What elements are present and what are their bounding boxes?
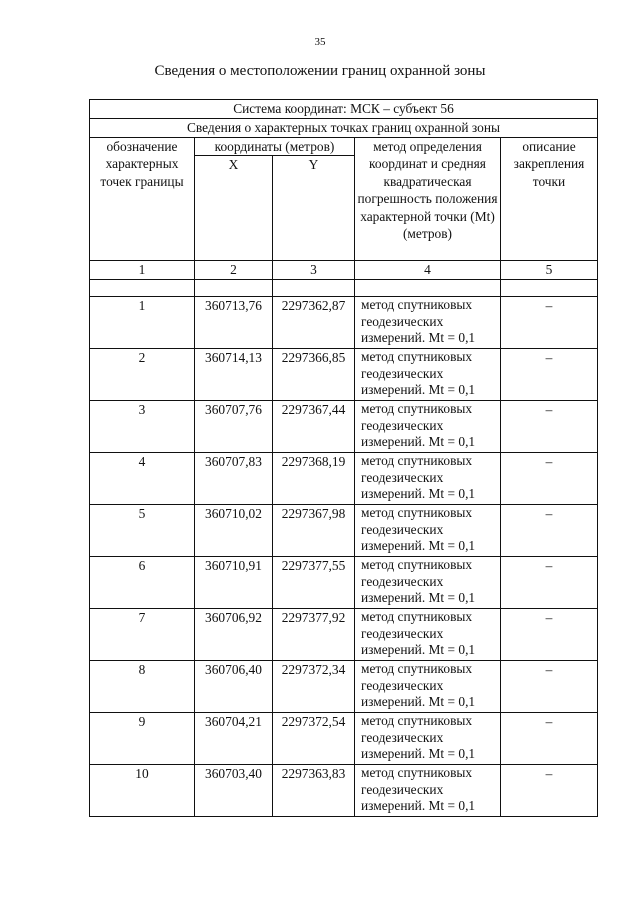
point-number-cell: 1 [90,296,195,348]
y-coordinate-cell: 2297362,87 [273,296,355,348]
point-number-cell: 5 [90,504,195,556]
column-number: 5 [501,261,598,279]
y-coordinate-cell: 2297377,55 [273,556,355,608]
point-number-cell: 8 [90,660,195,712]
description-cell: – [501,504,598,556]
method-cell: метод спутниковых геодезических измерений. Mt = 0,1 [355,712,501,764]
method-cell: метод спутниковых геодезических измерений. Mt = 0,1 [355,764,501,816]
y-coordinate-cell: 2297372,54 [273,712,355,764]
spacer-cell [355,279,501,296]
y-coordinate-cell: 2297377,92 [273,608,355,660]
x-coordinate-cell: 360714,13 [195,348,273,400]
header-x: X [195,156,273,261]
x-coordinate-cell: 360706,92 [195,608,273,660]
method-cell: метод спутниковых геодезических измерений. Mt = 0,1 [355,504,501,556]
column-number: 4 [355,261,501,279]
description-cell: – [501,764,598,816]
page-number: 35 [314,36,326,48]
method-cell: метод спутниковых геодезических измерений. Mt = 0,1 [355,556,501,608]
y-coordinate-cell: 2297367,44 [273,400,355,452]
spacer-cell [90,279,195,296]
y-coordinate-cell: 2297368,19 [273,452,355,504]
method-cell: метод спутниковых геодезических измерений. Mt = 0,1 [355,608,501,660]
description-cell: – [501,400,598,452]
table-row [90,660,598,712]
table-row [90,764,598,816]
points-table-caption: Сведения о характерных точках границ охранной зоны [90,119,598,138]
description-cell: – [501,556,598,608]
point-number-cell: 6 [90,556,195,608]
header-coordinates: координаты (метров) [195,138,355,156]
point-number-cell: 2 [90,348,195,400]
spacer-cell [501,279,598,296]
table-row [90,556,598,608]
x-coordinate-cell: 360703,40 [195,764,273,816]
header-y: Y [273,156,355,261]
table-row [90,348,598,400]
point-number-cell: 10 [90,764,195,816]
point-number-cell: 4 [90,452,195,504]
x-coordinate-cell: 360707,83 [195,452,273,504]
header-designation: обозначение характерных точек границы [90,138,195,261]
coordinate-system-caption: Система координат: МСК – субъект 56 [90,100,598,119]
table-row [90,400,598,452]
description-cell: – [501,348,598,400]
method-cell: метод спутниковых геодезических измерений. Mt = 0,1 [355,452,501,504]
spacer-cell [195,279,273,296]
description-cell: – [501,296,598,348]
table-row [90,504,598,556]
coordinates-table [89,99,598,817]
table-row [90,712,598,764]
x-coordinate-cell: 360706,40 [195,660,273,712]
header-description: описание закрепления точки [501,138,598,261]
column-number: 3 [273,261,355,279]
point-number-cell: 9 [90,712,195,764]
description-cell: – [501,608,598,660]
column-number: 2 [195,261,273,279]
y-coordinate-cell: 2297367,98 [273,504,355,556]
method-cell: метод спутниковых геодезических измерений. Mt = 0,1 [355,348,501,400]
table-row [90,452,598,504]
table-row [90,608,598,660]
header-method: метод определения координат и средняя квадратическая погрешность положения характерной точки (Mt) (метров) [355,138,501,261]
point-number-cell: 3 [90,400,195,452]
table-row [90,296,598,348]
x-coordinate-cell: 360710,02 [195,504,273,556]
method-cell: метод спутниковых геодезических измерений. Mt = 0,1 [355,296,501,348]
point-number-cell: 7 [90,608,195,660]
column-number: 1 [90,261,195,279]
description-cell: – [501,660,598,712]
method-cell: метод спутниковых геодезических измерений. Mt = 0,1 [355,400,501,452]
y-coordinate-cell: 2297363,83 [273,764,355,816]
x-coordinate-cell: 360704,21 [195,712,273,764]
x-coordinate-cell: 360707,76 [195,400,273,452]
x-coordinate-cell: 360713,76 [195,296,273,348]
description-cell: – [501,712,598,764]
method-cell: метод спутниковых геодезических измерений. Mt = 0,1 [355,660,501,712]
y-coordinate-cell: 2297372,34 [273,660,355,712]
y-coordinate-cell: 2297366,85 [273,348,355,400]
x-coordinate-cell: 360710,91 [195,556,273,608]
document-title: Сведения о местоположении границ охранной зоны [154,63,486,79]
description-cell: – [501,452,598,504]
spacer-cell [273,279,355,296]
